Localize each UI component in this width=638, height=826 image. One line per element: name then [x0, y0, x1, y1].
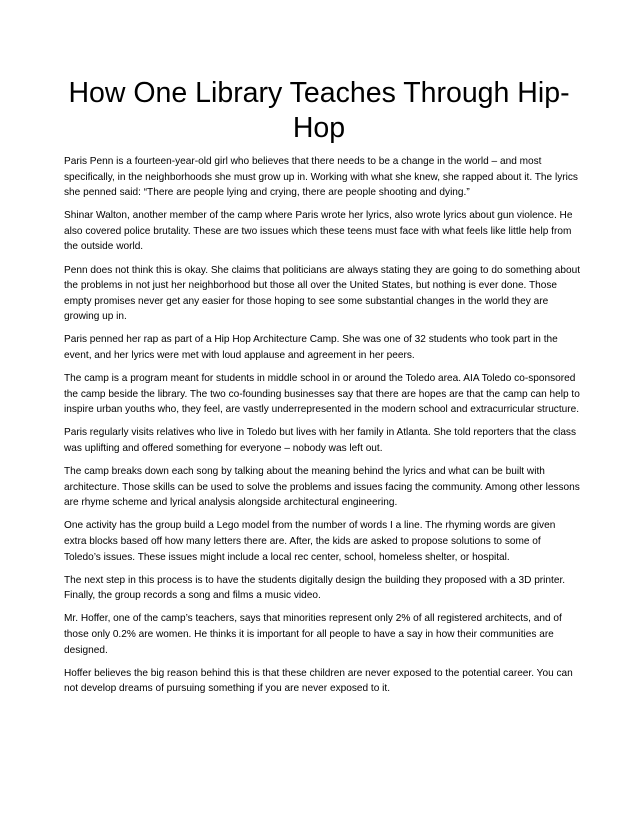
- paragraph: Penn does not think this is okay. She claims that politicians are always stating they are going to do something about the problems in not just her neighborhood but those all over the United States, but nothing is ever done. Those empty promises never get any easier for those hoping to see some substantial changes in the world they are growing up in.: [64, 264, 581, 323]
- paragraph: Paris Penn is a fourteen-year-old girl who believes that there needs to be a change in the world – and most specifically, in the neighborhoods she must grow up in. Working with what she knew, she rapped about it. The lyrics she penned said: “There are people lying and crying, there are people shooting and dying.”: [64, 156, 578, 199]
- paragraph: The camp breaks down each song by talking about the meaning behind the lyrics and what can be built with architecture. Those skills can be used to solve the problems and issues facing the community. Among other lessons are rhyme scheme and lyrical analysis alongside architectural engineering.: [64, 466, 580, 509]
- paragraph: Paris regularly visits relatives who live in Toledo but lives with her family in Atlanta. She told reporters that the class was uplifting and offered something for everyone – nobody was left out.: [64, 427, 577, 454]
- paragraph: Hoffer believes the big reason behind this is that these children are never exposed to the potential career. You can not develop dreams of pursuing something if you are never exposed to it.: [64, 667, 573, 695]
- paragraph: Shinar Walton, another member of the camp where Paris wrote her lyrics, also wrote lyrics about gun violence. He also covered police brutality. These are two issues which these teens must face with what feels like little help from the outside world.: [64, 210, 573, 253]
- article-body: [64, 154, 580, 704]
- paragraph: The camp is a program meant for students in middle school in or around the Toledo area. AIA Toledo co-sponsored the camp beside the library. The two co-founding businesses say that there are hopes are that the camp can help to inspire urban youths who, they feel, are vastly underrepresented in the modern school and extracurricular structure.: [64, 373, 580, 416]
- document-title: How One Library Teaches Through Hip-Hop: [68, 77, 570, 144]
- paragraph: One activity has the group build a Lego model from the number of words I a line. The rhyming words are given extra blocks based off how many letters there are. After, the kids are asked to propose solutions to some of Toledo’s issues. These issues might include a local rec center, school, homeless shelter, or hospital.: [64, 520, 556, 563]
- paragraph: The next step in this process is to have the students digitally design the building they proposed with a 3D printer. Finally, the group records a song and films a music video.: [64, 574, 566, 602]
- paragraph: Mr. Hoffer, one of the camp’s teachers, says that minorities represent only 2% of all registered architects, and of those only 0.2% are women. He thinks it is important for all people to have a say in how their communities are designed.: [64, 613, 562, 656]
- paragraph: Paris penned her rap as part of a Hip Hop Architecture Camp. She was one of 32 students who took part in the event, and her lyrics were met with loud applause and agreement in her peers.: [64, 334, 558, 362]
